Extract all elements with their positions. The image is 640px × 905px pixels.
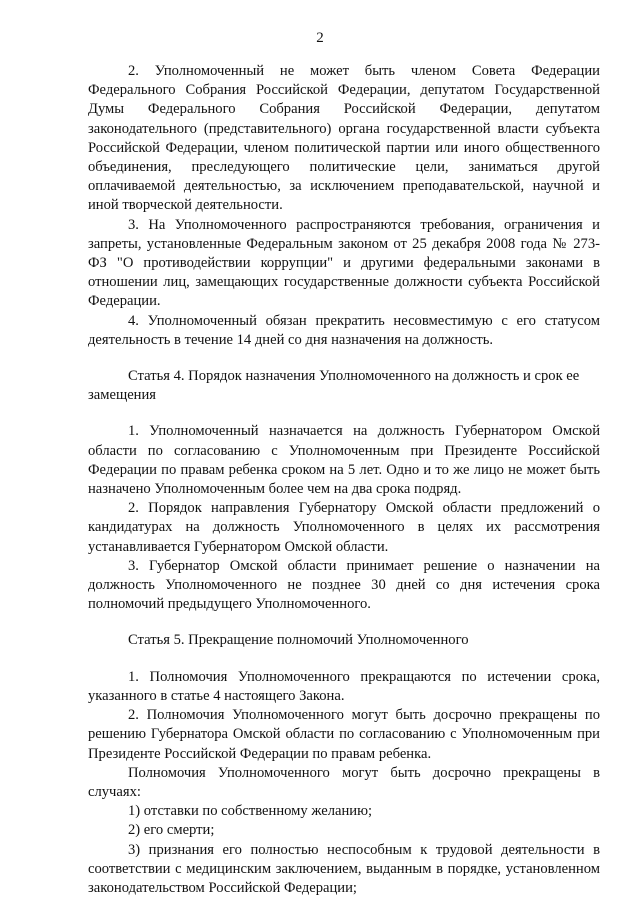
article5-case-3: 3) признания его полностью неспособным к трудовой деятельности в соответствии с медицинским заключением, выданным в порядке, установленном законодательством Российской Федерации; (88, 841, 600, 896)
document-body (88, 62, 600, 898)
article3-item-2: 2. Уполномоченный не может быть членом Совета Федерации Федерального Собрания Российской Федерации, депутатом Государственной Думы Федерального Собрания Российской Федерации, депутатом законодательного (представительного) органа государственной власти субъекта Российской Федерации, членом политической партии или иного общественного объединения, преследующего политические цели, заниматься другой оплачиваемой деятельностью, за исключением преподавательской, научной и иной творческой деятельности. (88, 63, 600, 214)
article5-cases-intro: Полномочия Уполномоченного могут быть досрочно прекращены в случаях: (88, 764, 600, 800)
article3-item-3: 3. На Уполномоченного распространяются требования, ограничения и запреты, установленные Федеральным законом от 25 декабря 2008 года № 273-ФЗ "О противодействии коррупции" и другими федеральными законами в отношении лиц, замещающих государственные должности субъекта Российской Федерации. (88, 216, 600, 310)
article5-case-1: 1) отставки по собственному желанию; (128, 803, 373, 820)
article4-heading: Статья 4. Порядок назначения Уполномоченного на должность и срок ее замещения (88, 368, 580, 404)
article5-case-2: 2) его смерти; (128, 822, 215, 839)
article5-item-1: 1. Полномочия Уполномоченного прекращаются по истечении срока, указанного в статье 4 настоящего Закона. (88, 668, 600, 704)
article4-item-1: 1. Уполномоченный назначается на должность Губернатором Омской области по согласованию с Уполномоченным при Президенте Российской Федерации по правам ребенка сроком на 5 лет. Одно и то же лицо не может быть назначено Уполномоченным более чем на два срока подряд. (88, 423, 600, 498)
article4-item-2: 2. Порядок направления Губернатору Омской области предложений о кандидатурах на должность Уполномоченного в целях их рассмотрения устанавливается Губернатором Омской области. (88, 500, 600, 555)
article5-heading: Статья 5. Прекращение полномочий Уполномоченного (128, 632, 469, 649)
page-number: 2 (316, 30, 324, 46)
article3-item-4: 4. Уполномоченный обязан прекратить несовместимую с его статусом деятельность в течение 14 дней со дня назначения на должность. (88, 312, 600, 348)
article4-item-3: 3. Губернатор Омской области принимает решение о назначении на должность Уполномоченного не позднее 30 дней со дня истечения срока полномочий предыдущего Уполномоченного. (88, 557, 600, 613)
article5-item-2: 2. Полномочия Уполномоченного могут быть досрочно прекращены по решению Губернатора Омской области по согласованию с Уполномоченным при Президенте Российской Федерации по правам ребенка. (88, 707, 600, 762)
